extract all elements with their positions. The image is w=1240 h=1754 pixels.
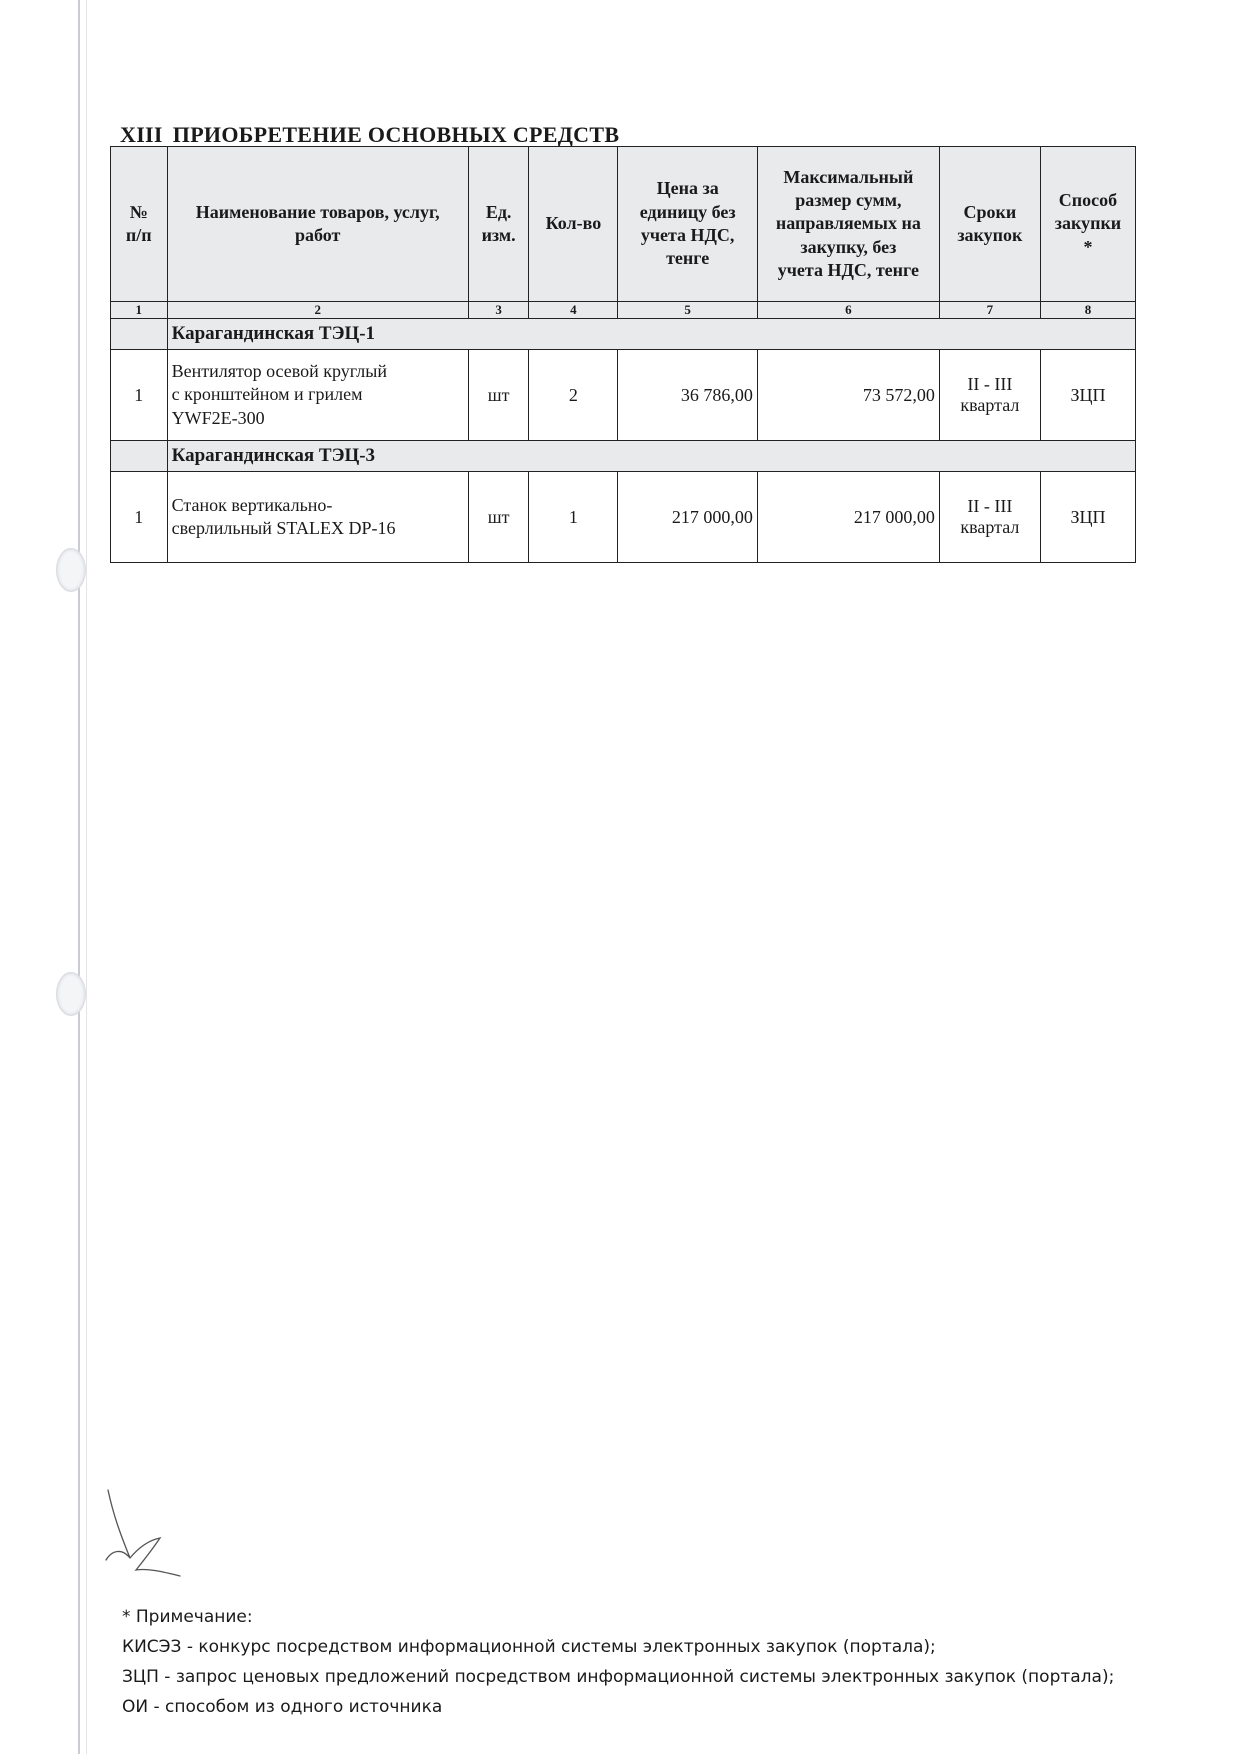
punch-hole-bottom: [56, 972, 86, 1016]
group-row: [111, 319, 1136, 350]
text-line: Сроки: [963, 201, 1017, 222]
column-number: 4: [529, 302, 618, 319]
item-method: ЗЦП: [1040, 472, 1135, 563]
text-line: Вентилятор осевой круглый: [171, 360, 387, 381]
group-name: Карагандинская ТЭЦ-3: [167, 441, 1135, 472]
text-line: Станок вертикально-: [171, 494, 333, 515]
header-name: [167, 147, 468, 302]
text-line: единицу без: [639, 201, 736, 222]
text-line: Ед.: [485, 201, 512, 222]
signature-mark: [100, 1488, 190, 1578]
column-number: 3: [468, 302, 529, 319]
table-row: [111, 472, 1136, 563]
item-max-sum: 217 000,00: [757, 472, 939, 563]
header-unit-price: [618, 147, 757, 302]
header-method: [1040, 147, 1135, 302]
section-number: XIII: [120, 122, 163, 147]
column-number: 7: [939, 302, 1040, 319]
text-line: II - III: [967, 374, 1013, 394]
header-max-sum: [757, 147, 939, 302]
footnote-line: ОИ - способом из одного источника: [122, 1697, 443, 1717]
item-unit-price: 217 000,00: [618, 472, 757, 563]
table-row: [111, 350, 1136, 441]
header-number: [111, 147, 168, 302]
text-line: размер сумм,: [795, 189, 902, 210]
text-line: п/п: [125, 225, 152, 245]
text-line: *: [1083, 236, 1093, 257]
item-unit: шт: [468, 472, 529, 563]
text-line: направляемых на: [775, 213, 921, 234]
footnote: [122, 1602, 1114, 1722]
table-header-row: [111, 147, 1136, 302]
fixed-assets-table: [110, 146, 1136, 563]
item-max-sum: 73 572,00: [757, 350, 939, 441]
text-line: сверлильный STALEX DP-16: [171, 518, 396, 538]
item-quantity: 1: [529, 472, 618, 563]
text-line: II - III: [967, 496, 1013, 516]
text-line: работ: [295, 225, 341, 245]
column-numbers-row: [111, 302, 1136, 319]
column-number: 1: [111, 302, 168, 319]
text-line: Наименование товаров, услуг,: [195, 201, 440, 222]
column-number: 8: [1040, 302, 1135, 319]
header-unit: [468, 147, 529, 302]
item-unit-price: 36 786,00: [618, 350, 757, 441]
text-line: тенге: [666, 248, 710, 269]
text-line: №: [129, 201, 148, 222]
section-title-text: ПРИОБРЕТЕНИЕ ОСНОВНЫХ СРЕДСТВ: [172, 122, 620, 147]
text-line: с кронштейном и грилем: [171, 384, 363, 405]
text-line: закупки: [1054, 213, 1122, 234]
item-period: [939, 350, 1040, 441]
header-quantity: [529, 147, 618, 302]
text-line: закупку, без: [800, 236, 897, 257]
group-row: [111, 441, 1136, 472]
text-line: квартал: [960, 395, 1020, 415]
item-unit: шт: [468, 350, 529, 441]
row-number: 1: [111, 472, 168, 563]
binding-margin-line-secondary: [86, 0, 87, 1754]
column-number: 2: [167, 302, 468, 319]
item-method: ЗЦП: [1040, 350, 1135, 441]
item-name: [167, 350, 468, 441]
group-name: Карагандинская ТЭЦ-1: [167, 319, 1135, 350]
item-quantity: 2: [529, 350, 618, 441]
footnote-line: КИСЭЗ - конкурс посредством информационной системы электронных закупок (портала);: [122, 1637, 936, 1657]
text-line: учета НДС,: [640, 225, 735, 245]
text-line: YWF2E-300: [171, 407, 265, 428]
text-line: Способ: [1058, 189, 1118, 210]
text-line: Максимальный: [783, 166, 914, 187]
text-line: Цена за: [656, 178, 719, 199]
binding-margin-line: [78, 0, 80, 1754]
item-name: [167, 472, 468, 563]
punch-hole-top: [56, 548, 86, 592]
text-line: изм.: [481, 225, 516, 245]
text-line: Кол-во: [545, 213, 602, 234]
header-period: [939, 147, 1040, 302]
text-line: закупок: [957, 225, 1023, 245]
item-period: [939, 472, 1040, 563]
column-number: 5: [618, 302, 757, 319]
text-line: учета НДС, тенге: [777, 260, 919, 281]
row-number: 1: [111, 350, 168, 441]
footnote-heading: * Примечание:: [122, 1607, 253, 1627]
column-number: 6: [757, 302, 939, 319]
text-line: квартал: [960, 517, 1020, 537]
footnote-line: ЗЦП - запрос ценовых предложений посредством информационной системы электронных закупок (портала);: [122, 1667, 1115, 1687]
section-title: [120, 122, 619, 148]
